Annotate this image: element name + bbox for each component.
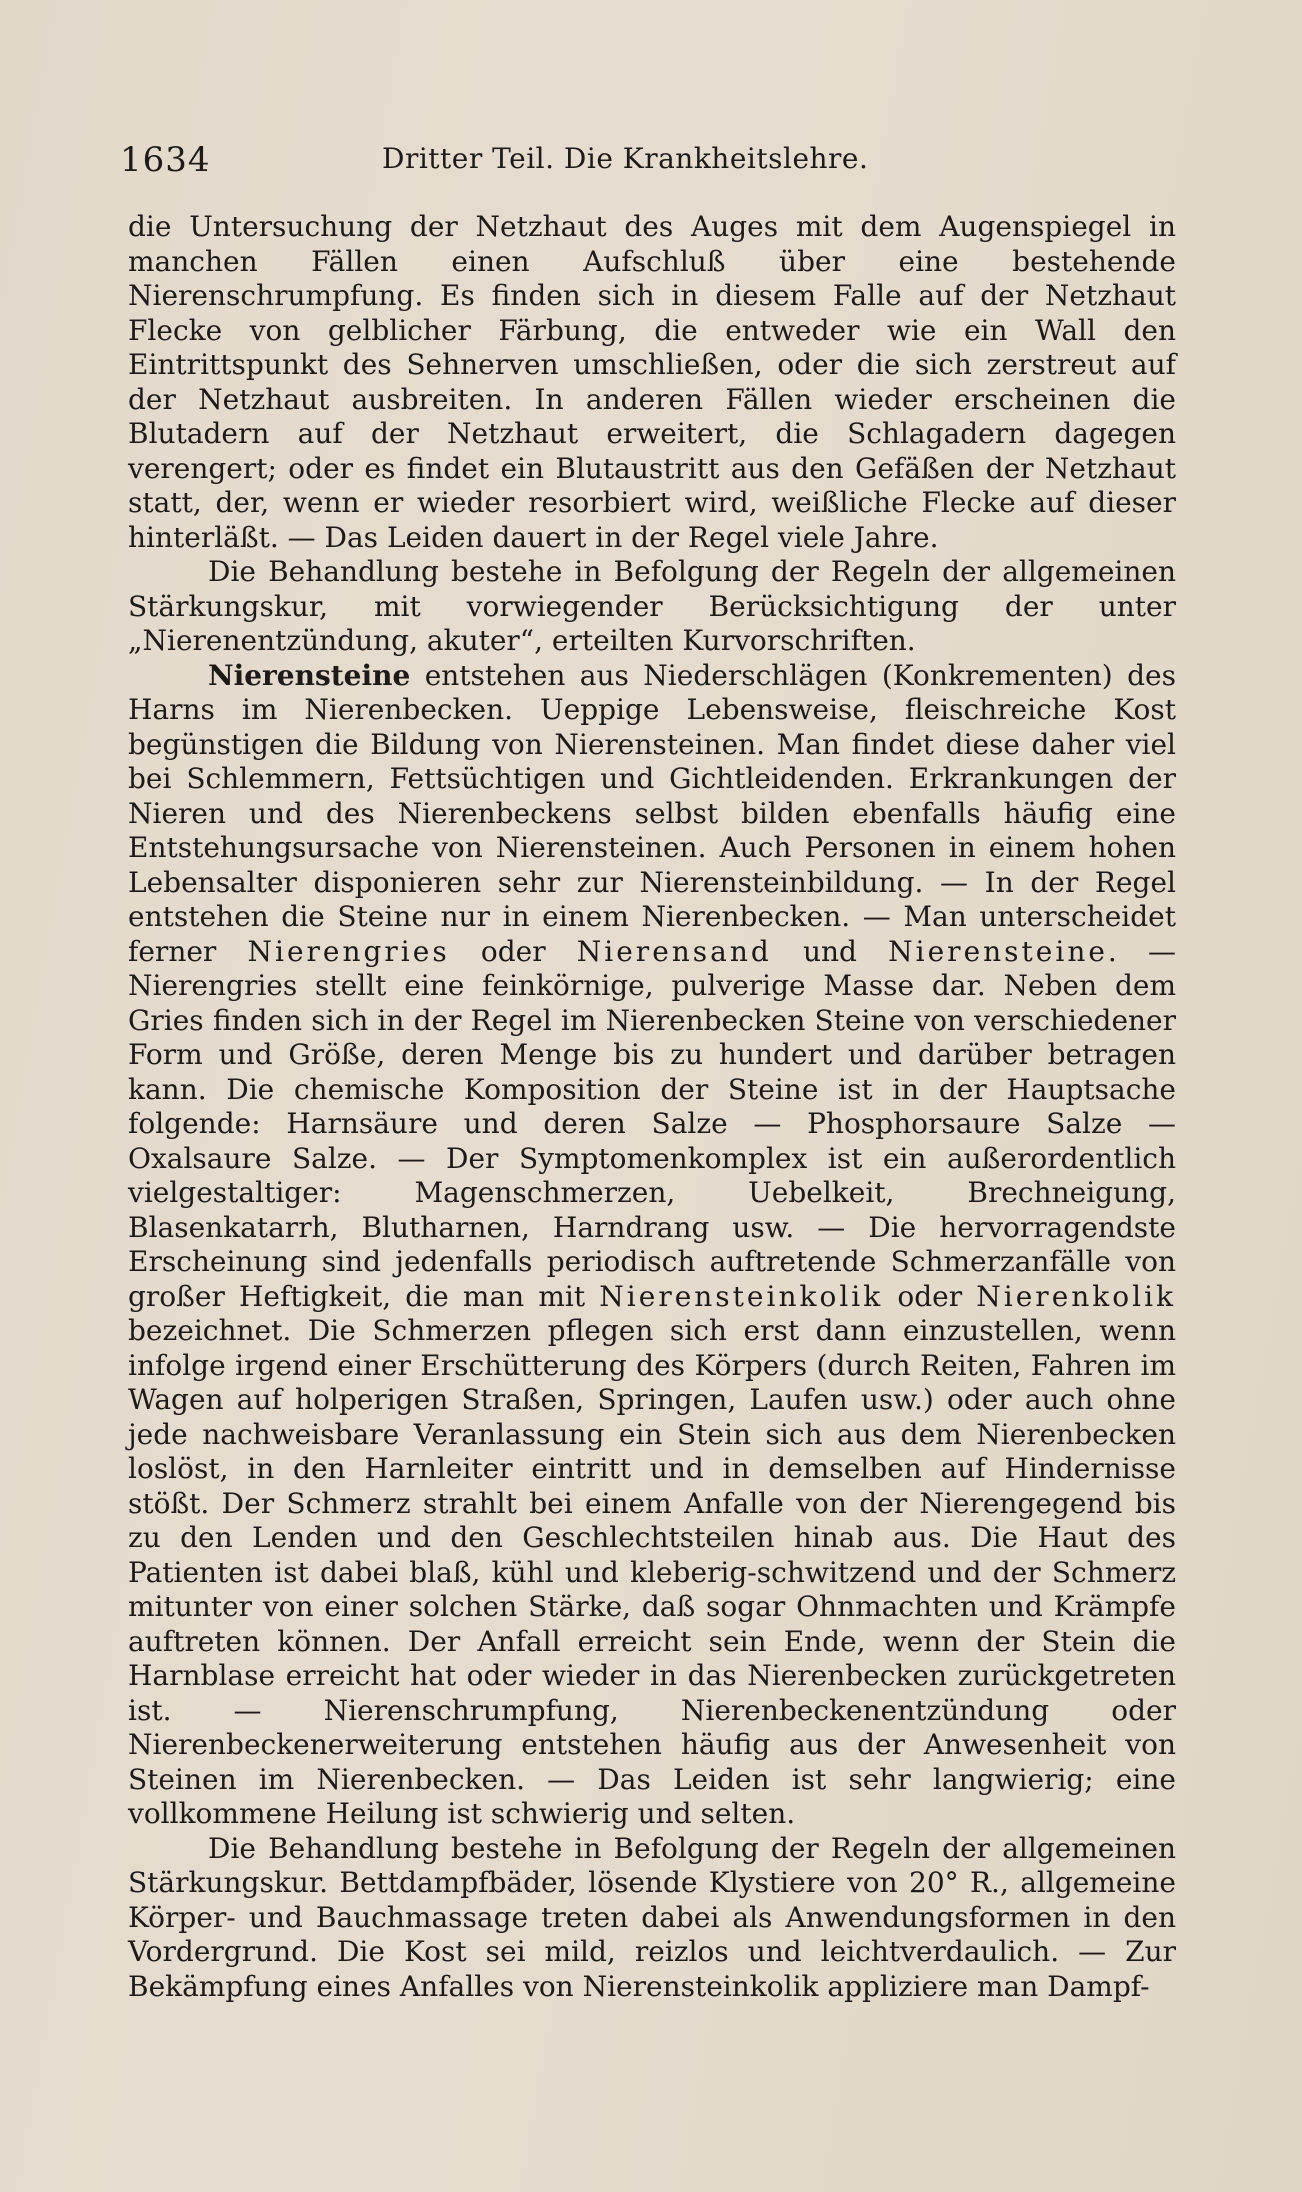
heading-term-nierensteine: Nierensteine (208, 658, 411, 692)
term-nierensteine: Nierensteine (888, 934, 1108, 968)
paragraph-3-text-4: . — Nierengries stellt eine feinkörnige, pulverige Masse dar. Neben dem Gries finden sich in der Regel im Nierenbecken Steine von verschiedener Form und Größe, deren Menge bis zu hundert und darüber betragen kann. Die chemische Komposition der Steine ist in der Hauptsache folgende: Harnsäure und deren Salze — Phosphorsaure Salze — Oxalsaure Salze. — Der Symptomenkomplex ist ein außerordentlich vielgestaltiger: Magenschmerzen, Uebelkeit, Brechneigung, Blasenkatarrh, Blutharnen, Harndrang usw. — Die hervorragendste Erscheinung sind jedenfalls periodisch auftretende Schmerzanfälle von großer Heftigkeit, die man mit (128, 934, 1176, 1313)
term-nierengries: Nierengries (247, 934, 450, 968)
running-head: Dritter Teil. Die Krankheitslehre. (382, 142, 869, 175)
paragraph-3-text-3: und (771, 934, 889, 968)
paragraph-3-text-5: oder (883, 1279, 977, 1313)
page-number: 1634 (120, 140, 211, 180)
paragraph-2: Die Behandlung bestehe in Befolgung der Regeln der allgemeinen Stärkungskur, mit vorwiegender Berücksichtigung der unter „Nierenentzündung, akuter“, erteilten Kurvorschriften. (128, 555, 1176, 657)
paragraph-4: Die Behandlung bestehe in Befolgung der Regeln der allgemeinen Stärkungskur. Bettdampfbäder, lösende Klystiere von 20° R., allgemeine Körper- und Bauchmassage treten dabei als Anwendungsformen in den Vordergrund. Die Kost sei mild, reizlos und leichtverdaulich. — Zur Bekämpfung eines Anfalles von Nierensteinkolik appliziere man Dampf- (128, 1831, 1176, 2003)
paragraph-3 (128, 659, 1176, 1832)
paragraph-1: die Untersuchung der Netzhaut des Auges mit dem Augenspiegel in manchen Fällen einen Aufschluß über eine bestehende Nierenschrumpfung. Es finden sich in diesem Falle auf der Netzhaut Flecke von gelblicher Färbung, die entweder wie ein Wall den Eintrittspunkt des Sehnerven umschließen, oder die sich zerstreut auf der Netzhaut ausbreiten. In anderen Fällen wieder erscheinen die Blutadern auf der Netzhaut erweitert, die Schlagadern dagegen verengert; oder es findet ein Blutaustritt aus den Gefäßen der Netzhaut statt, der, wenn er wieder resorbiert wird, weißliche Flecke auf dieser hinterläßt. — Das Leiden dauert in der Regel viele Jahre. (128, 210, 1176, 554)
paragraph-3-text-6: bezeichnet. Die Schmerzen pflegen sich erst dann einzustellen, wenn infolge irgend einer Erschütterung des Körpers (durch Reiten, Fahren im Wagen auf holperigen Straßen, Springen, Laufen usw.) oder auch ohne jede nachweisbare Veranlassung ein Stein sich aus dem Nierenbecken loslöst, in den Harnleiter eintritt und in demselben auf Hindernisse stößt. Der Schmerz strahlt bei einem Anfalle von der Nierengegend bis zu den Lenden und den Geschlechtsteilen hinab aus. Die Haut des Patienten ist dabei blaß, kühl und kleberig-schwitzend und der Schmerz mitunter von einer solchen Stärke, daß sogar Ohnmachten und Krämpfe auftreten können. Der Anfall erreicht sein Ende, wenn der Stein die Harnblase erreicht hat oder wieder in das Nierenbecken zurückgetreten ist. — Nierenschrumpfung, Nierenbeckenentzündung oder Nierenbeckenerweiterung entstehen häufig aus der Anwesenheit von Steinen im Nierenbecken. — Das Leiden ist sehr langwierig; eine vollkommene Heilung ist schwierig und selten. (128, 1314, 1176, 1830)
paragraph-3-text-1: entstehen aus Niederschlägen (Konkrementen) des Harns im Nierenbecken. Ueppige Lebensweise, fleischreiche Kost begünstigen die Bildung von Nierensteinen. Man findet diese daher viel bei Schlemmern, Fettsüchtigen und Gichtleidenden. Erkrankungen der Nieren und des Nierenbeckens selbst bilden ebenfalls häufig eine Entstehungsursache von Nierensteinen. Auch Personen in einem hohen Lebensalter disponieren sehr zur Nierensteinbildung. — In der Regel entstehen die Steine nur in einem Nierenbecken. — Man unterscheidet ferner (128, 658, 1176, 968)
page-header (120, 140, 1180, 190)
term-nierensand: Nierensand (576, 934, 772, 968)
body-text (128, 210, 1176, 2004)
term-nierensteinkolik: Nierensteinkolik (599, 1279, 884, 1313)
paragraph-3-text-2: oder (449, 934, 577, 968)
term-nierenkolik: Nierenkolik (976, 1279, 1176, 1313)
